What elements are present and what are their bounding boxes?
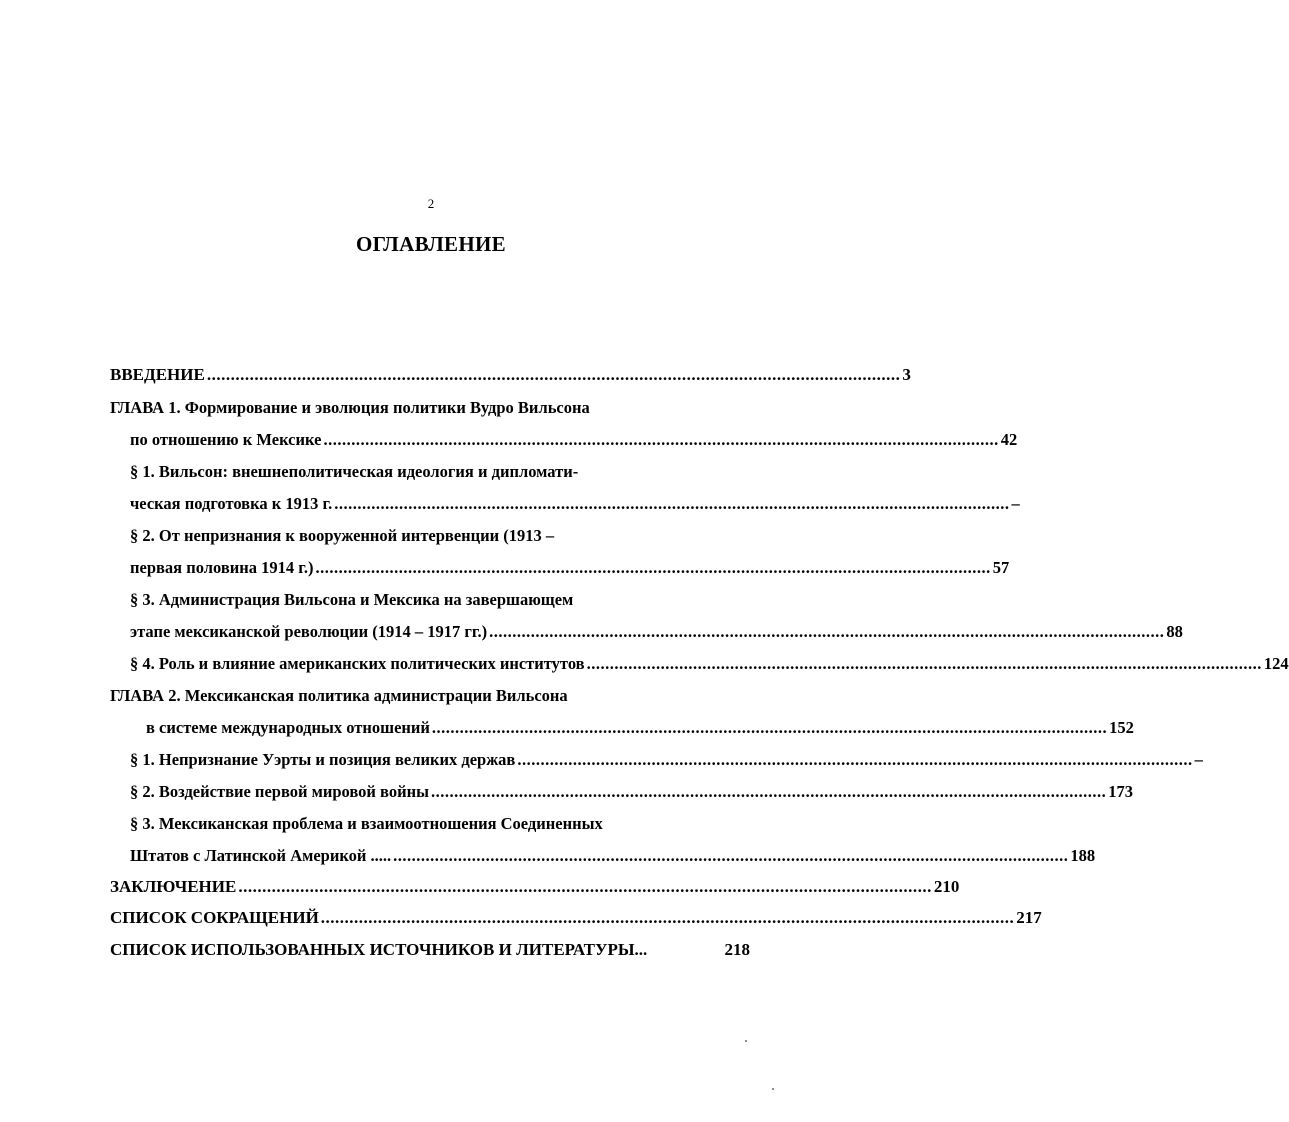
toc-entry-label: Штатов с Латинской Америкой ..... [130,846,392,865]
toc-leader-dots: .................................................................................................................................................. [517,750,1193,769]
toc-section-2-1[interactable] [130,748,1203,772]
toc-leader-dots: .................................................................................................................................................. [206,365,901,384]
toc-entry-label: СПИСОК ИСПОЛЬЗОВАННЫХ ИСТОЧНИКОВ И ЛИТЕРАТУРЫ... [110,940,648,959]
toc-page-number: 57 [992,558,1010,577]
toc-entry-label: по отношению к Мексике [130,430,322,449]
toc-leader-dots: .................................................................................................................................................. [334,494,1010,513]
toc-page-number: 217 [1016,908,1042,927]
toc-section-1-3-title[interactable]: § 3. Администрация Вильсона и Мексика на завершающем [130,590,574,609]
toc-leader-dots: .................................................................................................................................................. [431,718,1108,737]
scan-speck [772,1088,774,1090]
toc-entry-sources[interactable] [110,938,750,962]
toc-leader-dots: .................................................................................................................................................. [323,430,999,449]
toc-chapter-2-continued[interactable] [146,716,1134,740]
toc-entry-label: ВВЕДЕНИЕ [110,365,205,384]
toc-page-number: 218 [724,940,750,959]
toc-page-number: 3 [902,365,911,384]
toc-chapter-1-continued[interactable] [130,428,1018,452]
toc-page-number: 124 [1263,654,1289,673]
toc-leader-dots: .................................................................................................................................................. [320,908,1015,927]
toc-section-2-3-continued[interactable] [130,844,1096,868]
toc-section-1-1-title[interactable]: § 1. Вильсон: внешнеполитическая идеология и дипломати- [130,462,579,481]
toc-leader-dots: .................................................................................................................................................. [489,622,1165,641]
toc-page-number: 88 [1166,622,1183,641]
toc-section-1-2-title[interactable]: § 2. От непризнания к вооруженной интервенции (1913 – [130,526,555,545]
toc-leader-dots: .................................................................................................................................................. [393,846,1069,865]
page-title: ОГЛАВЛЕНИЕ [356,232,506,256]
toc-entry-label: ческая подготовка к 1913 г. [130,494,333,513]
toc-entry-label: § 4. Роль и влияние американских политических институтов [130,654,585,673]
toc-page-number: 152 [1109,718,1134,737]
toc-entry-label: первая половина 1914 г.) [130,558,314,577]
toc-entry-intro[interactable] [110,363,911,387]
toc-page-number: – [1011,494,1020,513]
toc-section-1-4[interactable] [130,652,1289,676]
toc-page-number: 210 [933,877,960,896]
page-number: 2 [427,196,435,211]
toc-section-1-3-continued[interactable] [130,620,1183,644]
toc-entry-label: ЗАКЛЮЧЕНИЕ [110,877,237,896]
toc-entry-label: § 1. Непризнание Уэрты и позиция великих держав [130,750,516,769]
toc-page-number: 42 [1000,430,1018,449]
toc-leader-dots: .................................................................................................................................................. [315,558,991,577]
toc-entry-label: в системе международных отношений [146,718,430,737]
toc-entry-label: СПИСОК СОКРАЩЕНИЙ [110,908,319,927]
toc-page-number: 173 [1108,782,1134,801]
toc-leader-dots: .................................................................................................................................................. [238,877,932,896]
toc-page-number: 188 [1070,846,1096,865]
toc-section-1-2-continued[interactable] [130,556,1010,580]
toc-entry-label: этапе мексиканской революции (1914 – 1917 гг.) [130,622,488,641]
toc-section-1-1-continued[interactable] [130,492,1020,516]
toc-section-2-2[interactable] [130,780,1134,804]
toc-entry-label: § 2. Воздействие первой мировой войны [130,782,430,801]
scan-speck [745,1040,747,1042]
toc-leader-dots: .................................................................................................................................................. [586,654,1262,673]
toc-entry-abbreviations[interactable] [110,906,1042,930]
toc-entry-conclusion[interactable] [110,875,960,899]
toc-leader-dots: .................................................................................................................................................. [431,782,1107,801]
toc-section-2-3-title[interactable]: § 3. Мексиканская проблема и взаимоотношения Соединенных [130,814,603,833]
toc-page-number: – [1194,750,1203,769]
toc-chapter-1-title[interactable]: ГЛАВА 1. Формирование и эволюция политики Вудро Вильсона [110,398,590,417]
toc-chapter-2-title[interactable]: ГЛАВА 2. Мексиканская политика администрации Вильсона [110,686,568,705]
